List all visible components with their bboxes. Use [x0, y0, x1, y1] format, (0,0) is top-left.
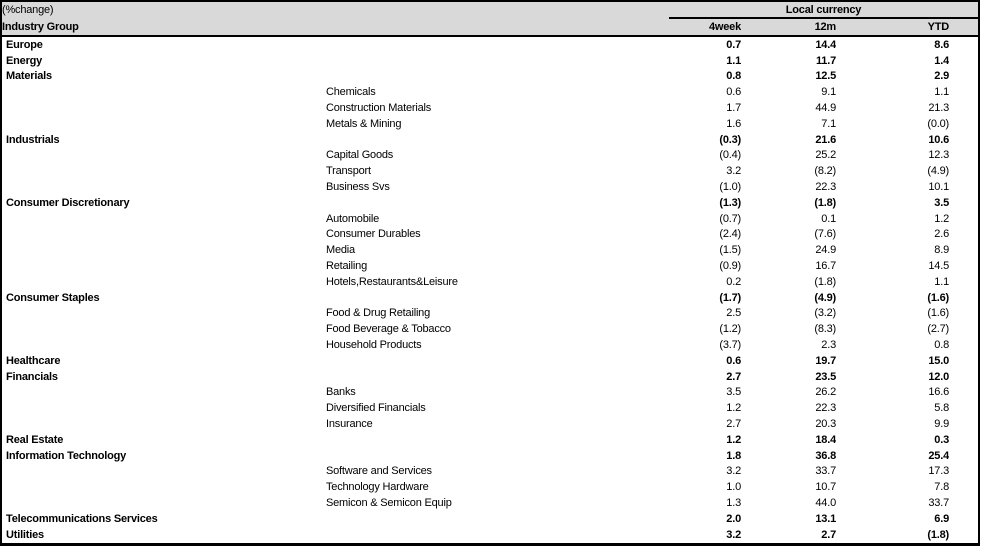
value-ytd: 12.0 [928, 370, 949, 383]
industry-group-cell [1, 495, 323, 511]
value-4week: 0.6 [726, 354, 741, 367]
value-ytd: 12.3 [928, 149, 949, 162]
row-spacer-cell [949, 242, 979, 258]
value-12m: 22.3 [815, 181, 836, 194]
value-ytd: 2.9 [934, 70, 949, 83]
header-spacer-cell [949, 18, 979, 36]
industry-subgroup-cell [323, 53, 669, 69]
value-4week: (1.0) [719, 181, 741, 194]
row-spacer-cell [949, 385, 979, 401]
industry-group-cell: Consumer Staples [6, 291, 100, 304]
industry-group-cell: Financials [6, 370, 58, 383]
value-12m: 23.5 [815, 370, 836, 383]
row-spacer-cell [949, 464, 979, 480]
table-row [1, 69, 979, 85]
industry-group-cell: Healthcare [6, 354, 61, 367]
value-ytd: 1.1 [934, 275, 949, 288]
value-12m: 12.5 [815, 70, 836, 83]
header-row-currency [1, 1, 979, 18]
table-row [1, 36, 979, 53]
industry-subgroup-cell: Metals & Mining [326, 117, 402, 130]
row-spacer-cell [949, 36, 979, 53]
industry-group-cell: Materials [6, 70, 52, 83]
table-row [1, 400, 979, 416]
value-ytd: 16.6 [928, 386, 949, 399]
value-12m: 0.1 [821, 212, 836, 225]
industry-subgroup-cell [323, 69, 669, 85]
column-header-12m: 12m [741, 18, 836, 36]
value-ytd: (1.6) [927, 291, 949, 304]
value-ytd: 10.1 [928, 181, 949, 194]
row-spacer-cell [949, 527, 979, 544]
industry-group-cell: Real Estate [6, 433, 64, 446]
value-ytd: (0.0) [927, 117, 949, 130]
industry-subgroup-cell [323, 290, 669, 306]
industry-subgroup-cell [323, 511, 669, 527]
industry-group-cell [1, 227, 323, 243]
table-row [1, 84, 979, 100]
industry-subgroup-cell [323, 527, 669, 544]
value-4week: (1.7) [719, 291, 741, 304]
industry-subgroup-cell: Consumer Durables [326, 228, 421, 241]
industry-subgroup-cell [323, 369, 669, 385]
value-12m: 2.7 [821, 528, 836, 541]
value-4week: (2.4) [719, 228, 741, 241]
table-body [1, 36, 979, 544]
value-ytd: 0.8 [934, 339, 949, 352]
table-row [1, 369, 979, 385]
industry-group-cell [1, 163, 323, 179]
industry-group-cell [1, 385, 323, 401]
value-12m: 25.2 [815, 149, 836, 162]
row-spacer-cell [949, 353, 979, 369]
table-row [1, 495, 979, 511]
table-row [1, 258, 979, 274]
value-ytd: 8.6 [934, 38, 949, 51]
value-ytd: 9.9 [934, 418, 949, 431]
industry-group-cell [1, 337, 323, 353]
value-ytd: 6.9 [934, 512, 949, 525]
value-4week: 1.8 [726, 449, 741, 462]
value-12m: 22.3 [815, 402, 836, 415]
value-ytd: 21.3 [928, 102, 949, 115]
value-ytd: 10.6 [928, 133, 949, 146]
industry-group-cell [1, 100, 323, 116]
table-row [1, 132, 979, 148]
value-ytd: 3.5 [934, 196, 949, 209]
value-4week: 0.2 [726, 275, 741, 288]
value-4week: 1.3 [726, 497, 741, 509]
row-spacer-cell [949, 306, 979, 322]
row-spacer-cell [949, 511, 979, 527]
industry-subgroup-cell [323, 353, 669, 369]
table-header [1, 1, 979, 36]
row-spacer-cell [949, 195, 979, 211]
table-row [1, 148, 979, 164]
value-12m: 2.3 [821, 339, 836, 352]
table-row [1, 353, 979, 369]
row-spacer-cell [949, 448, 979, 464]
table-row [1, 416, 979, 432]
industry-group-cell: Consumer Discretionary [6, 196, 130, 209]
row-spacer-cell [949, 69, 979, 85]
industry-subgroup-cell: Chemicals [326, 86, 376, 99]
value-4week: (0.7) [719, 212, 741, 225]
local-currency-header: Local currency [669, 1, 979, 18]
row-spacer-cell [949, 369, 979, 385]
value-ytd: 0.3 [934, 433, 949, 446]
value-12m: (8.2) [814, 165, 836, 178]
industry-subgroup-cell [323, 132, 669, 148]
value-12m: 33.7 [815, 465, 836, 478]
value-ytd: (1.6) [927, 307, 949, 320]
row-spacer-cell [949, 211, 979, 227]
industry-group-cell: Energy [6, 54, 43, 67]
industry-subgroup-cell [323, 36, 669, 53]
table-row [1, 290, 979, 306]
row-spacer-cell [949, 100, 979, 116]
row-spacer-cell [949, 84, 979, 100]
value-ytd: 15.0 [928, 354, 949, 367]
industry-group-cell [1, 321, 323, 337]
value-12m: 36.8 [815, 449, 836, 462]
value-4week: (0.3) [719, 133, 741, 146]
industry-subgroup-cell: Semicon & Semicon Equip [326, 497, 452, 509]
value-12m: 21.6 [815, 133, 836, 146]
table-row [1, 179, 979, 195]
header-row-columns [1, 18, 979, 36]
value-12m: 10.7 [815, 481, 836, 494]
industry-subgroup-cell [323, 432, 669, 448]
row-spacer-cell [949, 179, 979, 195]
value-4week: 3.5 [726, 386, 741, 399]
industry-group-cell [1, 400, 323, 416]
value-4week: (1.2) [719, 323, 741, 336]
value-12m: 16.7 [815, 260, 836, 273]
table-row [1, 337, 979, 353]
table-row [1, 227, 979, 243]
value-ytd: 8.9 [934, 244, 949, 257]
table-row [1, 195, 979, 211]
value-12m: (3.2) [814, 307, 836, 320]
industry-subgroup-cell: Insurance [326, 418, 373, 431]
value-12m: 7.1 [821, 117, 836, 130]
industry-subgroup-cell: Retailing [326, 260, 368, 273]
table-row [1, 448, 979, 464]
table-row [1, 511, 979, 527]
industry-subgroup-cell: Food & Drug Retailing [326, 307, 431, 320]
table-row [1, 306, 979, 322]
value-4week: 0.7 [726, 38, 741, 51]
value-4week: (1.5) [719, 244, 741, 257]
value-12m: (8.3) [814, 323, 836, 336]
table-row [1, 527, 979, 544]
industry-group-cell [1, 242, 323, 258]
industry-group-cell [1, 258, 323, 274]
industry-group-cell: Information Technology [6, 449, 127, 462]
table-row [1, 242, 979, 258]
row-spacer-cell [949, 321, 979, 337]
row-spacer-cell [949, 416, 979, 432]
value-ytd: 7.8 [934, 481, 949, 494]
value-ytd: 25.4 [928, 449, 949, 462]
table-row [1, 432, 979, 448]
value-12m: 44.9 [815, 102, 836, 115]
value-ytd: 1.1 [934, 86, 949, 99]
value-4week: 1.2 [726, 433, 741, 446]
table-row [1, 163, 979, 179]
industry-group-cell [1, 179, 323, 195]
value-12m: 24.9 [815, 244, 836, 257]
value-4week: 1.6 [726, 117, 741, 130]
row-spacer-cell [949, 132, 979, 148]
industry-group-header: Industry Group [1, 18, 669, 36]
table-row [1, 100, 979, 116]
value-ytd: (1.8) [927, 528, 949, 541]
industry-subgroup-cell: Construction Materials [326, 102, 432, 115]
value-ytd: 17.3 [928, 465, 949, 478]
value-12m: 26.2 [815, 386, 836, 399]
table-row [1, 464, 979, 480]
industry-subgroup-cell: Business Svs [326, 181, 390, 194]
table-row [1, 321, 979, 337]
row-spacer-cell [949, 116, 979, 132]
value-ytd: 14.5 [928, 260, 949, 273]
row-spacer-cell [949, 479, 979, 495]
industry-group-cell [1, 116, 323, 132]
row-spacer-cell [949, 53, 979, 69]
industry-subgroup-cell: Transport [326, 165, 371, 178]
value-4week: 1.2 [726, 402, 741, 415]
industry-subgroup-cell: Banks [326, 386, 356, 399]
industry-subgroup-cell: Software and Services [326, 465, 432, 478]
industry-subgroup-cell: Household Products [326, 339, 422, 352]
industry-group-cell [1, 84, 323, 100]
row-spacer-cell [949, 258, 979, 274]
industry-group-cell [1, 464, 323, 480]
row-spacer-cell [949, 495, 979, 511]
value-12m: 9.1 [821, 86, 836, 99]
value-ytd: (4.9) [927, 165, 949, 178]
value-12m: 11.7 [815, 54, 836, 67]
value-4week: 2.5 [726, 307, 741, 320]
value-4week: 1.1 [726, 54, 741, 67]
industry-group-cell: Industrials [6, 133, 60, 146]
value-4week: (0.4) [719, 149, 741, 162]
industry-subgroup-cell: Media [326, 244, 355, 257]
value-12m: 18.4 [815, 433, 836, 446]
value-4week: 3.2 [726, 528, 741, 541]
table-row [1, 385, 979, 401]
value-4week: 2.7 [726, 370, 741, 383]
industry-group-cell [1, 479, 323, 495]
value-ytd: 1.2 [934, 212, 949, 225]
row-spacer-cell [949, 227, 979, 243]
industry-group-cell [1, 148, 323, 164]
industry-subgroup-cell: Automobile [326, 212, 380, 225]
industry-subgroup-cell [323, 448, 669, 464]
row-spacer-cell [949, 148, 979, 164]
value-4week: (1.3) [719, 196, 741, 209]
value-12m: (4.9) [814, 291, 836, 304]
value-4week: (3.7) [719, 339, 741, 352]
table-row [1, 116, 979, 132]
percent-change-label: (%change) [1, 1, 669, 18]
industry-subgroup-cell: Capital Goods [326, 149, 394, 162]
table-row [1, 479, 979, 495]
column-header-ytd: YTD [836, 18, 949, 36]
industry-group-cell [1, 416, 323, 432]
value-12m: (7.6) [814, 228, 836, 241]
row-spacer-cell [949, 432, 979, 448]
value-4week: 2.7 [726, 418, 741, 431]
industry-subgroup-cell: Food Beverage & Tobacco [326, 323, 451, 336]
value-4week: 1.0 [726, 481, 741, 494]
value-ytd: (2.7) [927, 323, 949, 336]
table-row [1, 211, 979, 227]
industry-group-cell: Utilities [6, 528, 44, 541]
value-12m: (1.8) [814, 196, 836, 209]
value-4week: 0.8 [726, 70, 741, 83]
industry-group-cell: Europe [6, 38, 43, 51]
row-spacer-cell [949, 400, 979, 416]
value-ytd: 1.4 [934, 54, 949, 67]
industry-subgroup-cell [323, 195, 669, 211]
value-4week: 3.2 [726, 165, 741, 178]
value-12m: 19.7 [815, 354, 836, 367]
value-12m: 44.0 [815, 497, 836, 509]
value-12m: (1.8) [814, 275, 836, 288]
value-4week: (0.9) [719, 260, 741, 273]
table-row [1, 53, 979, 69]
value-ytd: 5.8 [934, 402, 949, 415]
value-12m: 14.4 [815, 38, 836, 51]
industry-group-cell: Telecommunications Services [6, 512, 158, 525]
value-4week: 2.0 [726, 512, 741, 525]
industry-group-cell [1, 306, 323, 322]
industry-group-cell [1, 274, 323, 290]
industry-group-cell [1, 211, 323, 227]
table-row [1, 274, 979, 290]
value-4week: 1.7 [726, 102, 741, 115]
industry-subgroup-cell: Technology Hardware [326, 481, 429, 494]
row-spacer-cell [949, 290, 979, 306]
row-spacer-cell [949, 163, 979, 179]
industry-subgroup-cell: Hotels,Restaurants&Leisure [326, 275, 458, 288]
industry-subgroup-cell: Diversified Financials [326, 402, 426, 415]
value-4week: 0.6 [726, 86, 741, 99]
value-12m: 20.3 [815, 418, 836, 431]
row-spacer-cell [949, 274, 979, 290]
value-ytd: 2.6 [934, 228, 949, 241]
value-4week: 3.2 [726, 465, 741, 478]
column-header-4week: 4week [669, 18, 741, 36]
value-ytd: 33.7 [928, 497, 949, 509]
value-12m: 13.1 [815, 512, 836, 525]
row-spacer-cell [949, 337, 979, 353]
